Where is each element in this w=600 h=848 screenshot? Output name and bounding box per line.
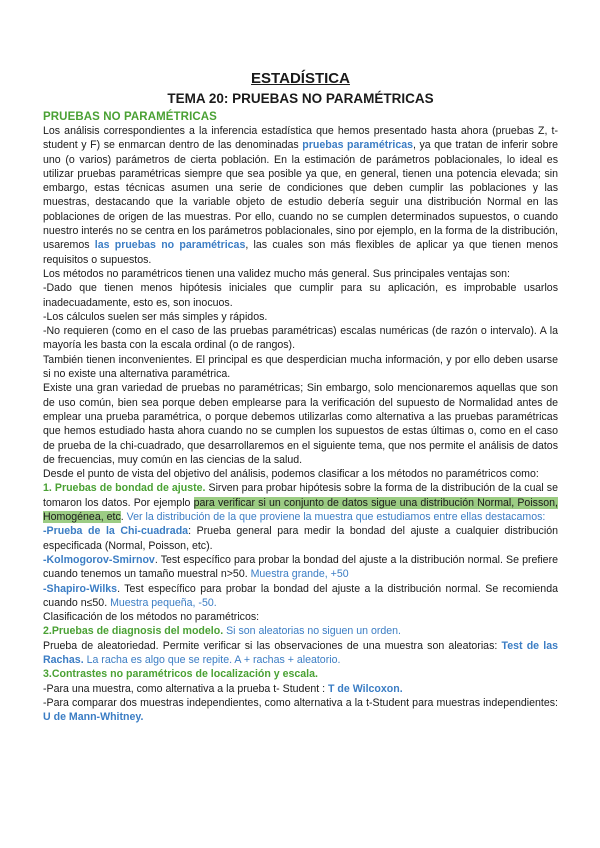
chi-square-item: -Prueba de la Chi-cuadrada: Prueba general para medir la bondad del ajuste a cualquier distribución especificada (Normal, Poisson, etc). xyxy=(43,525,558,552)
classification-line: Clasificación de los métodos no paramétricos: xyxy=(43,611,260,624)
blue-note: La racha es algo que se repite. A + rachas + aleatorio. xyxy=(83,653,341,666)
intro-paragraph: Los análisis correspondientes a la inferencia estadística que hemos presentado hasta ahora (pruebas Z, t-student y F) se enmarcan dentro de las denominadas pruebas paramétricas, ya que tratan de inferir sobre uno (o varios) parámetros de cierta población. En la estimación de parámetros poblacionales, lo ideal es utilizar pruebas paramétricas siempre que sea posible ya que, en general, tienen una potencia elevada; sin embargo, estas técnicas asumen una serie de condiciones que deben cumplir las poblaciones y las muestras, destacando que la variable objeto de estudio debería seguir una distribución Normal en las poblaciones de origen de las muestras. Por ello, cuando no se cumplen determinados supuestos, o cuando nuestro interés no se centra en los parámetros poblacionales, sino por ejemplo, en la forma de la distribución, usaremos las pruebas no paramétricas, las cuales son más flexibles de aplicar ya que tienen menos requisitos o supuestos. xyxy=(43,125,558,266)
runs-test-name: Test de las Rachas. xyxy=(43,639,558,666)
blue-note: Muestra pequeña, -50. xyxy=(110,596,217,609)
classification-intro: Desde el punto de vista del objetivo del análisis, podemos clasificar a los métodos no paramétricos como: xyxy=(43,468,539,481)
advantages-intro: Los métodos no paramétricos tienen una validez mucho más general. Sus principales ventajas son: xyxy=(43,267,510,280)
advantage-item: -Los cálculos suelen ser más simples y rápidos. xyxy=(43,310,268,323)
location-heading: 3.Contrastes no paramétricos de localización y escala. xyxy=(43,668,318,681)
two-sample-item: -Para comparar dos muestras independientes, como alternativa a la t-Student para muestras independientes: U de Mann-Whitney. xyxy=(43,696,558,724)
diagnosis-heading: 2.Pruebas de diagnosis del modelo. xyxy=(43,625,224,638)
section-heading: PRUEBAS NO PARAMÉTRICAS xyxy=(43,111,217,123)
blue-note: Ver la distribución de la que proviene la muestra que estudiamos entre ellas destacamos: xyxy=(126,511,546,524)
location-heading-line xyxy=(43,667,558,681)
shapiro-name: -Shapiro-Wilks xyxy=(43,582,118,595)
goodness-of-fit-section: 1. Pruebas de bondad de ajuste. Sirven para probar hipótesis sobre la forma de la distribución de la cual se tomaron los datos. Por ejemplo para verificar si un conjunto de datos sigue una distribución Normal, Poisson, Homogénea, etc. Ver la distribución de la que proviene la muestra que estudiamos entre ellas destacamos: xyxy=(43,482,558,524)
blue-note: Muestra grande, +50 xyxy=(250,568,349,581)
document-subtitle: TEMA 20: PRUEBAS NO PARAMÉTRICAS xyxy=(167,91,434,106)
variety-paragraph: Existe una gran variedad de pruebas no paramétricas; Sin embargo, solo mencionaremos aquellas que son de uso común, bien sea porque deben emplearse para la verificación del supuesto de Normalidad antes de emplear una prueba paramétrica, o porque debemos utilizarlas como alternativa a las pruebas paramétricas que hemos estudiado hasta ahora cuando no se cumplen los supuestos de estas últimas o, como en el caso de prueba de la chi-cuadrado, que desarrollaremos en el siguiente tema, que nos permite el análisis de datos de frecuencias, muy común en las ciencias de la salud. xyxy=(43,382,558,466)
randomness-paragraph: Prueba de aleatoriedad. Permite verificar si las observaciones de una muestra son aleatorias: Test de las Rachas. La racha es algo que se repite. A + rachas + aleatorio. xyxy=(43,639,558,666)
keyword-parametric: pruebas paramétricas xyxy=(302,139,414,152)
keyword-nonparametric: las pruebas no paramétricas xyxy=(94,239,246,252)
disadvantages-paragraph: También tienen inconvenientes. El principal es que desperdician mucha información, y por ello deben usarse si no existe una alternativa paramétrica. xyxy=(43,353,558,381)
one-sample-item: -Para una muestra, como alternativa a la prueba t- Student : T de Wilcoxon. xyxy=(43,682,403,695)
chi-square-name: -Prueba de la Chi-cuadrada xyxy=(43,525,189,538)
highlighted-text: para verificar si un conjunto de datos sigue una distribución Normal, Poisson, Homogénea, etc xyxy=(43,496,558,524)
document-title: ESTADÍSTICA xyxy=(251,70,350,87)
shapiro-item: -Shapiro-Wilks. Test específico para probar la bondad del ajuste a la distribución normal. Se recomienda cuando n≤50. Muestra pequeña, -50. xyxy=(43,582,558,609)
wilcoxon-name: T de Wilcoxon. xyxy=(328,682,403,695)
advantage-item: -No requieren (como en el caso de las pruebas paramétricas) escalas numéricas (de razón o intervalo). A la mayoría les basta con la escala ordinal (o de rangos). xyxy=(43,325,558,352)
goodness-of-fit-heading: 1. Pruebas de bondad de ajuste. xyxy=(43,482,206,495)
diagnosis-heading-line xyxy=(43,624,558,638)
kolmogorov-item: -Kolmogorov-Smirnov. Test específico para probar la bondad del ajuste a la distribución normal. Se prefiere cuando tenemos un tamaño muestral n>50. Muestra grande, +50 xyxy=(43,553,558,581)
mann-whitney-name: U de Mann-Whitney. xyxy=(43,711,144,724)
blue-note: Si son aleatorias no siguen un orden. xyxy=(223,625,401,638)
kolmogorov-name: -Kolmogorov-Smirnov xyxy=(43,553,155,566)
advantage-item: -Dado que tienen menos hipótesis iniciales que cumplir para su aplicación, es improbable usarlos inadecuadamente, esto es, son inocuos. xyxy=(43,282,558,309)
